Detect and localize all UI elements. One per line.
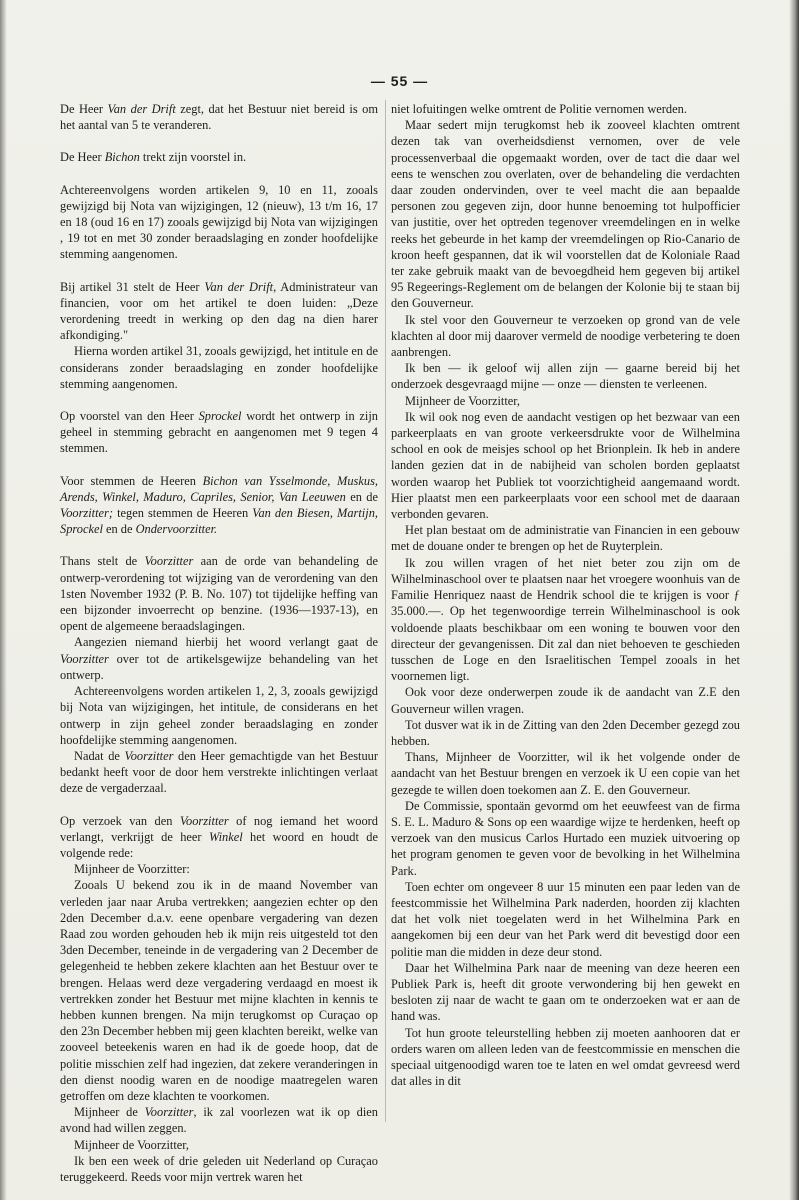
paragraph: Ik wil ook nog even de aandacht vestigen op het bezwaar van een parkeerplaats en van groote verkeersdrukte voor de Wilhelmina school en ook de meisjes school op het Brionplein. Ik heb in andere landen gezien dat in de nabijheid van scholen borden geplaatst worden waarop het Publiek tot voorzichtigheid aangemaand wordt. Hier plaatst men een parkeerplaats voor een school met de daaraan verbonden gevaren.	[391, 409, 740, 522]
paragraph: Ik zou willen vragen of het niet beter zou zijn om de Wilhelminaschool over te plaatsen naar het vroegere woonhuis van de Familie Henriquez naast de Hendrik school die te krijgen is voor ƒ 35.000.—. Op het tegenwoordige terrein Wilhelminaschool is ook voldoende plaats beschikbaar om een woning te bouwen voor den directeur der gevangenissen. Dit zal dan niet behoeven te geschieden tusschen de Loge en den Israelitischen Tempel zooals in het voornemen ligt.	[391, 555, 740, 684]
paragraph: Maar sedert mijn terugkomst heb ik zooveel klachten omtrent dezen tak van overheidsdienst vernomen, over de vele processenverbaal die opgemaakt worden, over de tact die daar wel eens te wenschen zou overlaten, over de behandeling die verdachten daar zouden ondervinden, over te veel macht die aan bepaalde personen zou gegeven zijn, door hunne benoeming tot hulpofficier van justitie, over het optreden tegenover vreemdelingen en in welke reeks het gebeurde in het kamp der vreemdelingen op Rio-Canario de kroon heeft gespannen, dat ik wil voorstellen dat de Koloniale Raad ter zake gebruik maakt van de bevoegdheid hem gegeven bij artikel 95 Regeerings-Reglement om de belangen der Kolonie bij te staan bij den Gouverneur.	[391, 118, 740, 311]
paragraph: Achtereenvolgens worden artikelen 9, 10 en 11, zooals gewijzigd bij Nota van wijzigingen, 12 (nieuw), 13 t/m 16, 17 en 18 (oud 16 en 17) zooals gewijzigd bij Nota van wijzigingen , 19 tot en met 30 zonder beraadslaging en zonder hoofdelijke stemming aangenomen.	[60, 182, 378, 262]
paragraph: Bij artikel 31 stelt de Heer Van der Drift, Administrateur van financien, voor om het artikel te doen luiden: „Deze verordening treedt in werking op den dag na dien harer afkondiging."	[60, 279, 378, 343]
paragraph: Daar het Wilhelmina Park naar de meening van deze heeren een Publiek Park is, heeft dit groote verwondering bij hen gewekt en besloten zij naar de wacht te gaan om te onderzoeken wat er aan de hand was.	[391, 960, 740, 1024]
paragraph: Mijnheer de Voorzitter, ik zal voorlezen wat ik op dien avond had willen zeggen.	[60, 1105, 378, 1136]
paragraph: Op voorstel van den Heer Sprockel wordt het ontwerp in zijn geheel in stemming gebracht en aangenomen met 9 tegen 4 stemmen.	[60, 409, 378, 456]
paragraph: Ik stel voor den Gouverneur te verzoeken op grond van de vele klachten al door mij daarover vermeld de noodige verbetering te doen aanbrengen.	[391, 312, 740, 360]
paragraph: Tot dusver wat ik in de Zitting van den 2den December gezegd zou hebben.	[391, 717, 740, 748]
paragraph: De Heer Bichon trekt zijn voorstel in.	[60, 150, 247, 165]
paragraph: Aangezien niemand hierbij het woord verlangt gaat de Voorzitter over tot de artikelsgewijze behandeling van het ontwerp.	[60, 635, 378, 682]
paragraph: Toen echter om ongeveer 8 uur 15 minuten een paar leden van de feestcommissie het Wilhelmina Park naderden, hoorden zij klachten dat het volk niet toegelaten werd in het Wilhelmina Park en aangekomen bij een deur van het Park werd dit bevestigd door een politie man die midden in deze deur stond.	[391, 879, 740, 959]
paragraph: Ik ben — ik geloof wij allen zijn — gaarne bereid bij het onderzoek desgevraagd mijne — onze — diensten te verleenen.	[391, 361, 740, 392]
paragraph: Achtereenvolgens worden artikelen 1, 2, 3, zooals gewijzigd bij Nota van wijzigingen, het intitule, de considerans en het ontwerp in zijn geheel zonder beraadslaging en zonder hoofdelijke stemming aangenomen.	[60, 684, 378, 747]
paragraph: Nadat de Voorzitter den Heer gemachtigde van het Bestuur bedankt heeft voor de door hem verstrekte inlichtingen verlaat deze de vergaderzaal.	[60, 748, 378, 796]
column-divider	[385, 100, 386, 1122]
paragraph: Mijnheer de Voorzitter:	[74, 862, 190, 877]
paragraph: Thans stelt de Voorzitter aan de orde van behandeling de ontwerp-verordening tot wijziging van de verordening van den 1sten November 1932 (P. B. No. 107) tot tijdelijke heffing van een bijzonder invoerrecht op benzine. (1936—1937-13), en opent de algemeene beraadslagingen.	[60, 554, 378, 634]
paragraph: Ook voor deze onderwerpen zoude ik de aandacht van Z.E den Gouverneur willen vragen.	[391, 685, 740, 716]
paragraph: De Heer Van der Drift zegt, dat het Bestuur niet bereid is om het aantal van 5 te veranderen.	[60, 102, 378, 133]
paragraph: Tot hun groote teleurstelling hebben zij moeten aanhooren dat er orders waren om alleen leden van de feestcommissie en menschen die speciaal uitgenoodigd waren toe te laten en wel omdat gevreesd werd dat alles in dit	[391, 1025, 740, 1089]
page-edge-shadow-right	[789, 0, 799, 1200]
page-number: — 55 —	[370, 73, 429, 89]
paragraph: Op verzoek van den Voorzitter of nog iemand het woord verlangt, verkrijgt de heer Winkel het woord en houdt de volgende rede:	[60, 813, 379, 860]
paragraph: Mijnheer de Voorzitter,	[74, 1137, 190, 1152]
paragraph: niet lofuitingen welke omtrent de Politie vernomen werden.	[391, 102, 687, 116]
paragraph: Voor stemmen de Heeren Bichon van Ysselmonde, Muskus, Arends, Winkel, Maduro, Capriles, Senior, Van Leeuwen en de Voorzitter; tegen stemmen de Heeren Van den Biesen, Martijn, Sprockel en de Ondervoorzitter.	[60, 473, 378, 537]
paragraph: Mijnheer de Voorzitter,	[405, 393, 521, 408]
right-column	[391, 101, 740, 1089]
paragraph: Zooals U bekend zou ik in de maand November van verleden jaar naar Aruba vertrekken; aangezien echter op den 2den December d.a.v. eene openbare vergadering van dezen Raad zou worden gehouden heb ik mijn reis uitgesteld tot den 3den December, teneinde in de vergadering van 2 December de gelegenheid te hebben zekere klachten aan het Bestuur over te brengen. Helaas werd deze vergadering verdaagd en moest ik vertrekken zonder het Bestuur met mijne klachten in kennis te hebben kunnen brengen. Na mijn terugkomst op Curaçao op den 23n December hebben mij geen klachten bereikt, welke van zooveel beteekenis waren en had ik de goede hoop, dat de politie misschien zelf had ingezien, dat zekere veranderingen in den dienst noodig waren en de noodige maatregelen waren getroffen om deze klachten te voorkomen.	[60, 878, 378, 1103]
paragraph: Thans, Mijnheer de Voorzitter, wil ik het volgende onder de aandacht van het Bestuur brengen en verzoek ik U een copie van het gezegde te willen doen toekomen aan Z. E. den Gouverneur.	[391, 750, 740, 797]
paragraph: De Commissie, spontaän gevormd om het eeuwfeest van de firma S. E. L. Maduro & Sons op een waardige wijze te herdenken, heeft op verzoek van den musicus Carlos Hurtado een muziek uitvoering op het program genomen te geven voor de bevolking in het Wilhelmina Park.	[391, 798, 740, 878]
page-edge-shadow-left	[0, 0, 7, 1200]
paragraph: Ik ben een week of drie geleden uit Nederland op Curaçao teruggekeerd. Reeds voor mijn vertrek waren het	[60, 1153, 378, 1184]
left-column	[60, 101, 378, 1185]
paragraph: Hierna worden artikel 31, zooals gewijzigd, het intitule en de considerans zonder beraadslaging en zonder hoofdelijke stemming aangenomen.	[60, 344, 378, 391]
paragraph: Het plan bestaat om de administratie van Financien in een gebouw met de douane onder te brengen op het de Ruyterplein.	[391, 523, 740, 554]
